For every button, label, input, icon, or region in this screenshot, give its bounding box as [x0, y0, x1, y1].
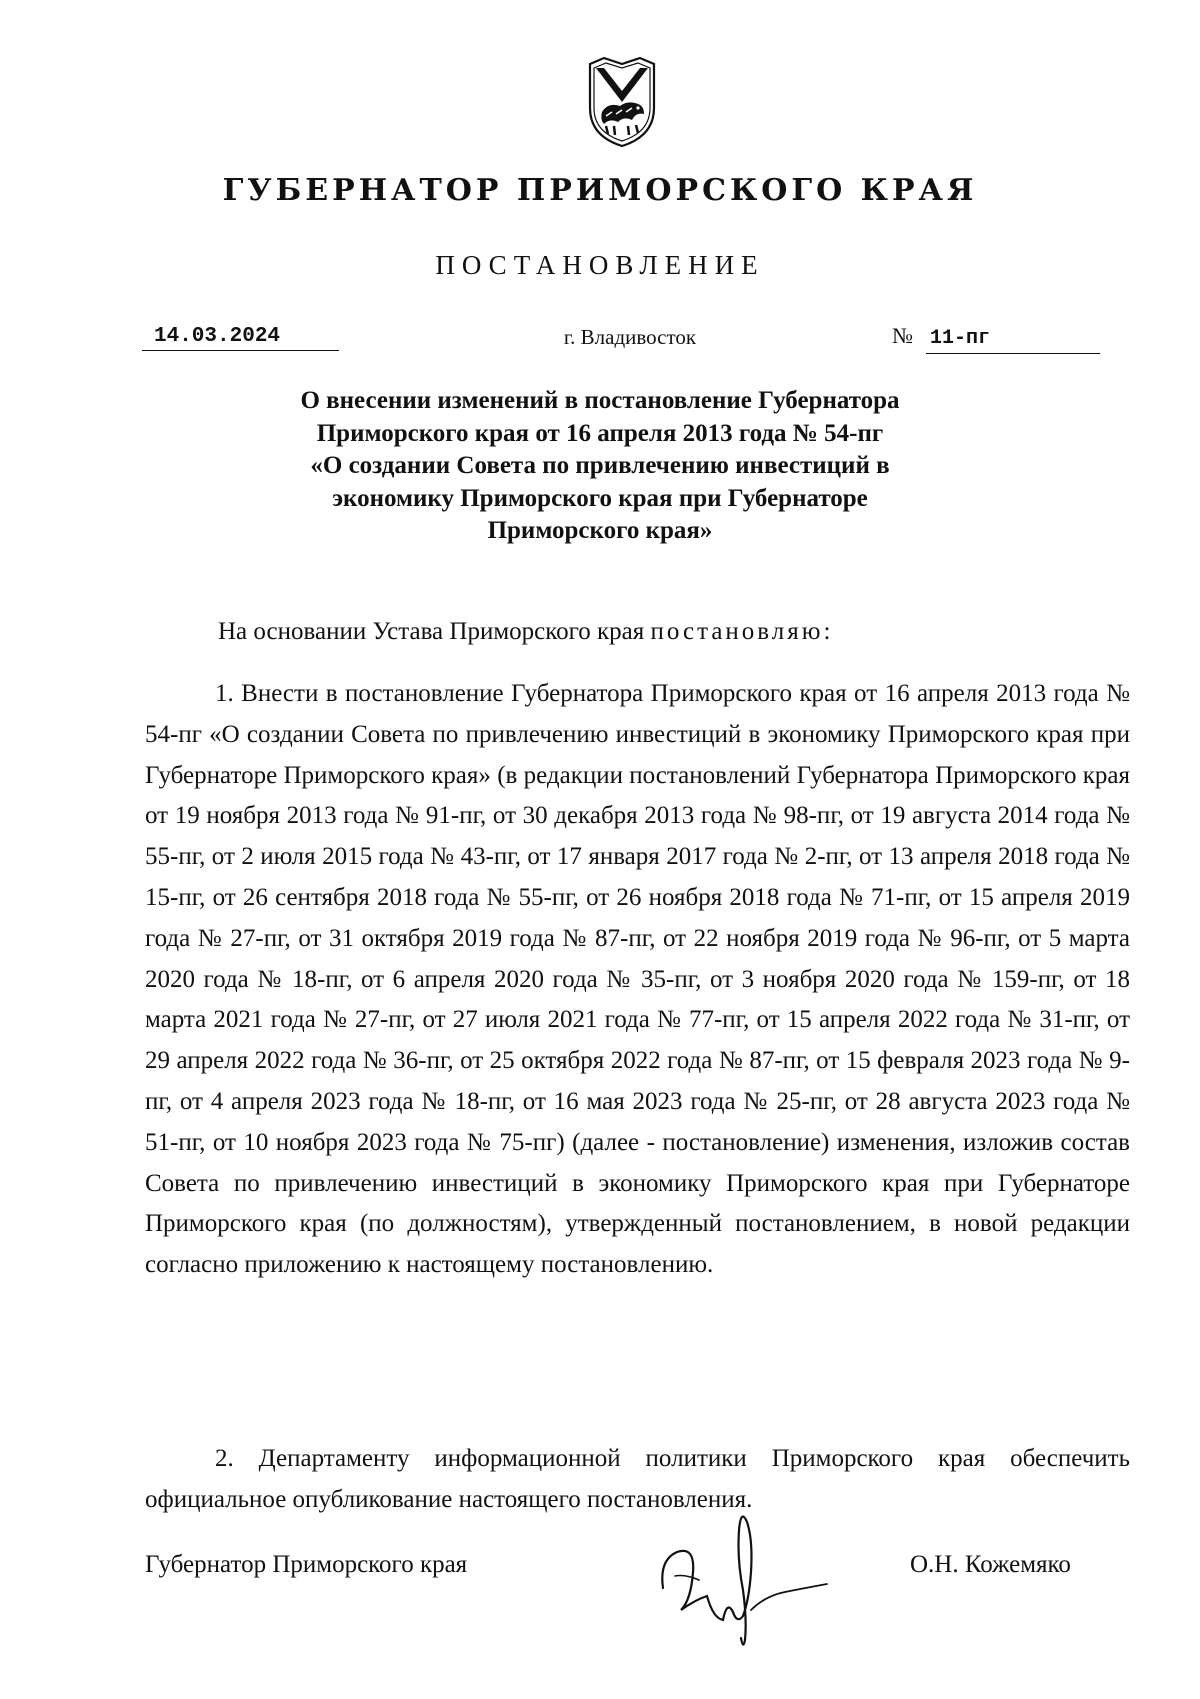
subject-line: «О создании Совета по привлечению инвестиций в [310, 452, 890, 479]
paragraph-text: 2. Департаменту информационной политики Приморского края обеспечить официальное опубликование настоящего постановления. [145, 1445, 1130, 1513]
number-label: № [892, 323, 913, 348]
document-subject [240, 385, 960, 548]
basis-colon: : [823, 618, 831, 645]
signer-name: О.Н. Кожемяко [910, 1551, 1071, 1578]
handwritten-signature-icon [655, 1500, 855, 1650]
organization-title: ГУБЕРНАТОР ПРИМОРСКОГО КРАЯ [222, 173, 978, 208]
basis-statement [218, 618, 830, 646]
document-date: 14.03.2024 [142, 324, 339, 351]
paragraph-2 [145, 1439, 1130, 1521]
paragraph-text: 1. Внести в постановление Губернатора Приморского края от 16 апреля 2013 года № 54-пг «О создании Совета по привлечению инвестиций в экономику Приморского края при Губернаторе Приморского края» (в редакции постановлений Губернатора Приморского края от 19 ноября 2013 года № 91-пг, от 30 декабря 2013 года № 98-пг, от 19 августа 2014 года № 55-пг, от 2 июля 2015 года № 43-пг, от 17 января 2017 года № 2-пг, от 13 апреля 2018 года № 15-пг, от 26 сентября 2018 года № 55-пг, от 26 ноября 2018 года № 71-пг, от 15 апреля 2019 года № 27-пг, от 31 октября 2019 года № 87-пг, от 22 ноября 2019 года № 96-пг, от 5 марта 2020 года № 18-пг, от 6 апреля 2020 года № 35-пг, от 3 ноября 2020 года № 159-пг, от 18 марта 2021 года № 27-пг, от 27 июля 2021 года № 77-пг, от 15 апреля 2022 года № 31-пг, от 29 апреля 2022 года № 36-пг, от 25 октября 2022 года № 87-пг, от 15 февраля 2023 года № 9-пг, от 4 апреля 2023 года № 18-пг, от 16 мая 2023 года № 25-пг, от 28 августа 2023 года № 51-пг, от 10 ноября 2023 года № 75-пг) (далее - постановление) изменения, изложив состав Совета по привлечению инвестиций в экономику Приморского края при Губернаторе Приморского края (по должностям), утвержденный постановлением, в новой редакции согласно приложению к настоящему постановлению. [145, 680, 1130, 1279]
document-number [892, 322, 1104, 354]
subject-line: Приморского края от 16 апреля 2013 года № 54-пг [316, 419, 884, 447]
basis-decree-word: постановляю [650, 618, 824, 645]
document-type: ПОСТАНОВЛЕНИЕ [435, 250, 765, 280]
coat-of-arms-icon [584, 50, 660, 150]
basis-text: На основании Устава Приморского края [218, 618, 651, 645]
subject-line: Приморского края» [487, 517, 713, 544]
paragraph-1 [145, 674, 1130, 1286]
signer-title: Губернатор Приморского края [145, 1551, 468, 1578]
subject-line: экономику Приморского края при Губернаторе [332, 484, 868, 512]
subject-line: О внесении изменений в постановление Губернатора [300, 387, 900, 414]
document-city: г. Владивосток [563, 325, 697, 349]
number-value: 11-пг [926, 325, 1100, 354]
